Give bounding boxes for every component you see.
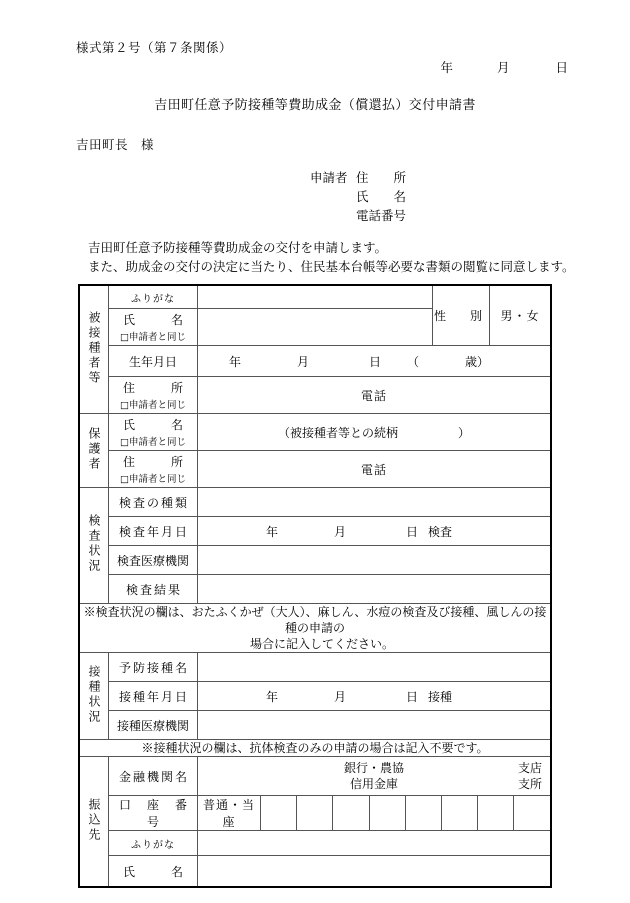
body-line-1: 吉田町任意予防接種等費助成金の交付を申請します。	[88, 240, 388, 255]
birthdate-day: 日	[368, 354, 381, 369]
vaccination-date-day: 日	[406, 689, 419, 704]
birthdate-year: 年	[228, 354, 241, 369]
vaccination-name-label: 予防接種名	[109, 653, 198, 682]
header-date-year: 年	[440, 60, 453, 75]
table-row	[79, 575, 551, 604]
test-date-suffix: 検査	[428, 524, 453, 539]
test-result-value[interactable]	[198, 575, 552, 604]
guardian-group-label: 保護者	[79, 414, 109, 488]
bank-kind-line-2: 信用金庫	[349, 777, 398, 791]
bank-institution-label: 金融機関名	[109, 757, 198, 796]
bank-name-label: 氏 名	[109, 856, 198, 888]
applicant-name-label: 氏 名	[356, 189, 407, 204]
note-vaccination	[79, 740, 551, 757]
vaccination-group-label: 接種状況	[79, 653, 109, 740]
birthdate-month: 月	[296, 354, 309, 369]
account-digit-7[interactable]	[478, 796, 514, 830]
table-row	[79, 711, 551, 740]
test-facility-label: 検査医療機関	[109, 546, 198, 575]
test-kind-label: 検査の種類	[109, 488, 198, 517]
vaccination-date-suffix: 接種	[428, 689, 453, 704]
body-text	[76, 238, 576, 276]
account-digit-2[interactable]	[297, 796, 333, 830]
table-row	[79, 517, 551, 546]
guardian-relation-close: ）	[458, 425, 471, 440]
applicant-label: 申請者	[310, 170, 348, 185]
recipient-name-label: 氏 名 □申請者と同じ	[109, 309, 198, 346]
account-digit-table	[198, 796, 550, 830]
table-row	[79, 856, 551, 888]
form-number: 様式第２号（第７条関係）	[76, 40, 233, 55]
guardian-name-same-checkbox[interactable]: □申請者と同じ	[120, 437, 186, 448]
applicant-block	[310, 168, 406, 225]
applicant-address-label: 住 所	[356, 170, 407, 185]
recipient-sex-label: 性 別	[433, 285, 490, 346]
bank-furigana-label: ふりがな	[109, 831, 198, 856]
test-date-day: 日	[406, 524, 419, 539]
account-type[interactable]: 普通・当座	[198, 796, 261, 830]
test-date-label: 検査年月日	[109, 517, 198, 546]
bank-branch-line-2: 支所	[517, 777, 542, 791]
table-row	[79, 740, 551, 757]
bank-account-number-label: 口 座 番 号	[109, 796, 198, 831]
recipient-group-label: 被接種者等	[79, 285, 109, 414]
form-table-wrapper	[78, 284, 552, 888]
account-digit-8[interactable]	[514, 796, 550, 830]
test-facility-value[interactable]	[198, 546, 552, 575]
table-row	[79, 488, 551, 517]
guardian-address-value[interactable]	[198, 451, 552, 488]
vaccination-facility-label: 接種医療機関	[109, 711, 198, 740]
table-row	[79, 604, 551, 653]
recipient-furigana-label: ふりがな	[109, 285, 198, 309]
vaccination-date-month: 月	[333, 689, 346, 704]
header-date-month: 月	[496, 60, 510, 75]
table-row	[79, 285, 551, 309]
account-digit-5[interactable]	[405, 796, 441, 830]
bank-institution-value[interactable]	[198, 757, 552, 796]
test-date-month: 月	[333, 524, 346, 539]
table-row	[79, 796, 551, 831]
vaccination-facility-value[interactable]	[198, 711, 552, 740]
account-digit-6[interactable]	[441, 796, 477, 830]
test-date-value[interactable]	[198, 517, 552, 546]
addressee: 吉田町長 様	[76, 137, 155, 152]
header-date-day: 日	[555, 60, 568, 75]
bank-furigana-value[interactable]	[198, 831, 552, 856]
account-digit-3[interactable]	[333, 796, 369, 830]
table-row	[79, 546, 551, 575]
recipient-phone-label: 電話	[360, 388, 387, 403]
applicant-phone-row	[310, 206, 406, 225]
account-digit-row	[198, 796, 550, 830]
note-test	[79, 604, 551, 653]
bank-group-label: 振込先	[79, 757, 109, 888]
guardian-phone-label: 電話	[360, 462, 387, 477]
recipient-address-value[interactable]	[198, 377, 552, 414]
recipient-furigana-value[interactable]	[198, 285, 433, 309]
test-result-label: 検査結果	[109, 575, 198, 604]
bank-name-value[interactable]	[198, 856, 552, 888]
recipient-birthdate-value[interactable]	[198, 346, 552, 377]
form-table	[78, 284, 552, 888]
body-line-2: また、助成金の交付の決定に当たり、住民基本台帳等必要な書類の閲覧に同意します。	[88, 259, 575, 274]
recipient-name-same-checkbox[interactable]: □申請者と同じ	[120, 332, 186, 343]
recipient-name-value[interactable]	[198, 309, 433, 346]
guardian-address-same-checkbox[interactable]: □申請者と同じ	[120, 474, 186, 485]
bank-kind-line-1: 銀行・農協	[343, 761, 404, 775]
note-vaccination-line-1: ※接種状況の欄は、抗体検査のみの申請の場合は記入不要です。	[141, 741, 489, 755]
guardian-address-label: 住 所 □申請者と同じ	[109, 451, 198, 488]
vaccination-date-value[interactable]	[198, 682, 552, 711]
account-digit-4[interactable]	[369, 796, 405, 830]
account-digit-1[interactable]	[261, 796, 297, 830]
table-row	[79, 377, 551, 414]
recipient-address-label: 住 所 □申請者と同じ	[109, 377, 198, 414]
bank-account-number-value	[198, 796, 552, 831]
table-row	[79, 653, 551, 682]
document-title: 吉田町任意予防接種等費助成金（償還払）交付申請書	[154, 98, 476, 113]
note-test-line-1: ※検査状況の欄は、おたふくかぜ（大人）、麻しん、水痘の検査及び接種、風しんの接種の申請の	[83, 605, 547, 635]
table-row	[79, 414, 551, 451]
vaccination-date-label: 接種年月日	[109, 682, 198, 711]
vaccination-date-year: 年	[265, 689, 278, 704]
vaccination-name-value[interactable]	[198, 653, 552, 682]
bank-branch-labels	[518, 760, 542, 792]
header-date-line	[0, 58, 630, 76]
table-row	[79, 451, 551, 488]
table-row	[79, 831, 551, 856]
recipient-sex-options[interactable]: 男・女	[490, 285, 552, 346]
guardian-name-value[interactable]	[198, 414, 552, 451]
applicant-name-row	[310, 187, 406, 206]
guardian-name-label: 氏 名 □申請者と同じ	[109, 414, 198, 451]
table-row	[79, 346, 551, 377]
test-kind-value[interactable]	[198, 488, 552, 517]
test-date-year: 年	[265, 524, 278, 539]
guardian-relation-open: （被接種者等との続柄	[277, 425, 398, 440]
table-row	[79, 757, 551, 796]
recipient-address-same-checkbox[interactable]: □申請者と同じ	[120, 400, 186, 411]
note-test-line-2: 場合に記入してください。	[249, 637, 394, 651]
bank-institution-kinds	[198, 757, 550, 795]
test-group-label: 検査状況	[79, 488, 109, 604]
applicant-address-row	[310, 168, 406, 187]
bank-branch-line-1: 支店	[517, 761, 542, 775]
applicant-phone-label: 電話番号	[356, 208, 407, 223]
table-row	[79, 682, 551, 711]
birthdate-age: （ 歳）	[407, 354, 490, 369]
recipient-birthdate-label: 生年月日	[109, 346, 198, 377]
